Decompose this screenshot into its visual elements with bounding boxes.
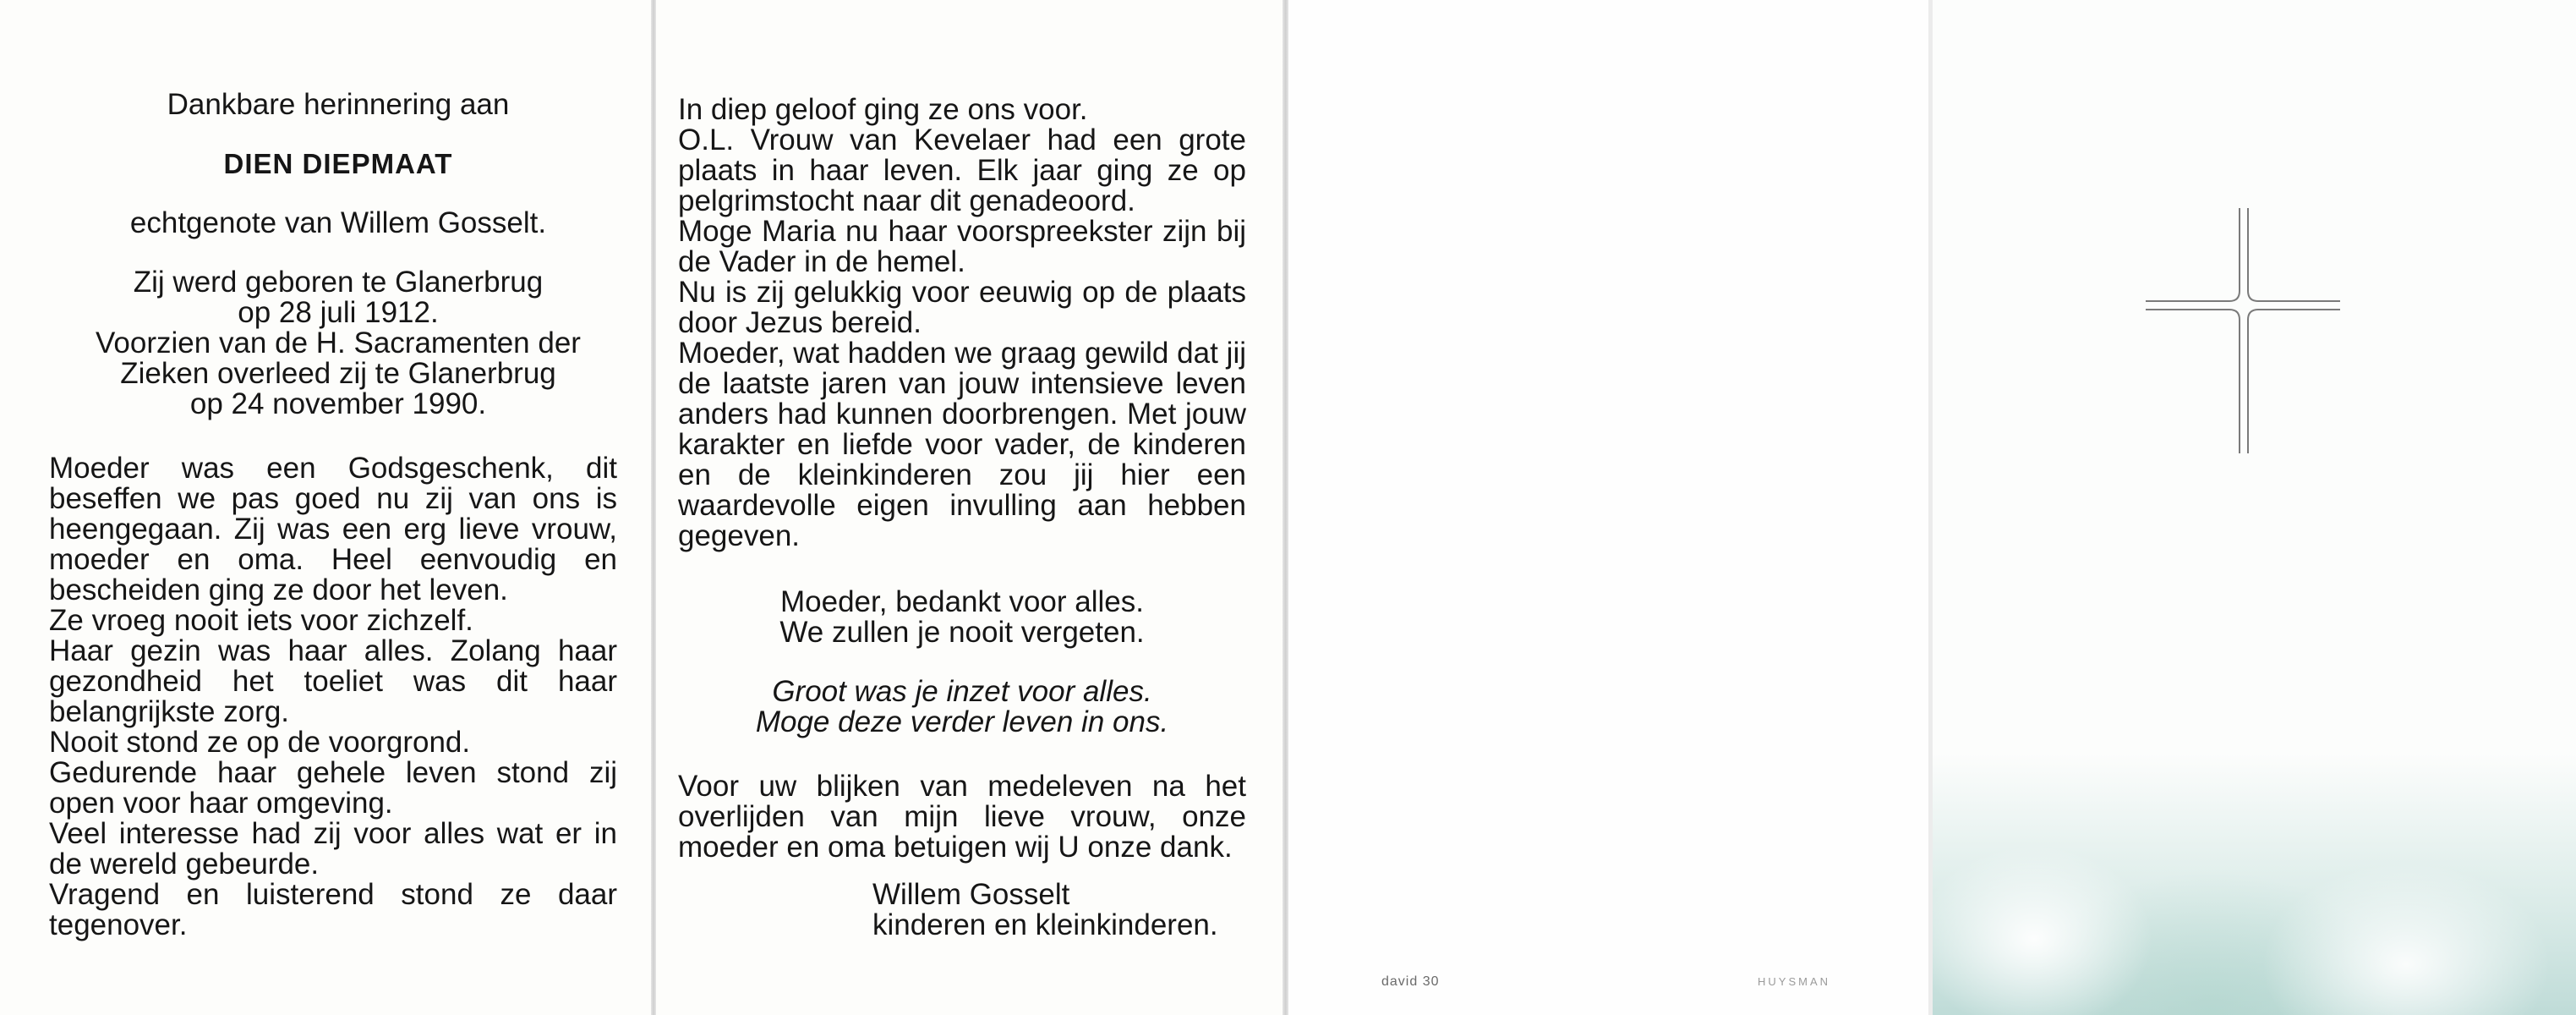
publisher-mark: HUYSMAN — [1758, 975, 1831, 988]
paragraph: Moge Maria nu haar voorspreekster zijn bij de Vader in de hemel. — [678, 215, 1246, 278]
card-cover — [1933, 0, 2576, 1015]
intro-text: Dankbare herinnering aan — [167, 88, 510, 121]
birth-death-block — [85, 267, 592, 420]
cross-icon — [2146, 208, 2340, 453]
italic-block — [678, 677, 1246, 738]
signature-block — [872, 880, 1261, 941]
card-gap — [1283, 0, 1288, 1015]
thanks-line: Moeder, bedankt voor alles. — [780, 585, 1144, 618]
paragraph: Veel interesse had zij voor alles wat er in de wereld gebeurde. — [49, 817, 617, 881]
deceased-name: DIEN DIEPMAAT — [223, 148, 453, 179]
thanks-block — [678, 587, 1246, 648]
card-back-inner — [1288, 0, 1928, 1015]
paragraph: Gedurende haar gehele leven stond zij open voor haar omgeving. — [49, 756, 617, 820]
gratitude-text: Voor uw blijken van medeleven na het overlijden van mijn lieve vrouw, onze moeder en oma betuigen wij U onze dank. — [678, 770, 1246, 864]
birth-line: Zij werd geboren te Glanerbrug — [133, 266, 544, 299]
signature-line: kinderen en kleinkinderen. — [872, 908, 1218, 941]
signature-line: Willem Gosselt — [872, 878, 1070, 911]
paragraph: Moeder was een Godsgeschenk, dit beseffen we pas goed nu zij van ons is heengegaan. Zij was een erg lieve vrouw, moeder en oma. Heel eenvoudig en bescheiden ging ze door het leven. — [49, 452, 617, 606]
paragraph: Nu is zij gelukkig voor eeuwig op de plaats door Jezus bereid. — [678, 276, 1246, 339]
birth-line: op 24 november 1990. — [189, 387, 487, 420]
thanks-line: We zullen je nooit vergeten. — [779, 616, 1145, 649]
paragraph: In diep geloof ging ze ons voor. — [678, 93, 1088, 126]
italic-line: Groot was je inzet voor alles. — [772, 675, 1152, 708]
flower-illustration — [1933, 753, 2576, 1015]
spouse-line: echtgenote van Willem Gosselt. — [129, 206, 547, 239]
paragraph: Moeder, wat hadden we graag gewild dat jij de laatste jaren van jouw intensieve leven anders had kunnen doorbrengen. Met jouw karakter en liefde voor vader, de kinderen en de kleinkinderen zou jij hier een waardevolle eigen invulling aan hebben gegeven. — [678, 337, 1246, 552]
paragraph: Ze vroeg nooit iets voor zichzelf. — [49, 604, 473, 637]
italic-line: Moge deze verder leven in ons. — [755, 705, 1169, 738]
birth-line: Voorzien van de H. Sacramenten der — [96, 326, 581, 359]
printer-code: david 30 — [1381, 974, 1440, 989]
paragraph: Vragend en luisterend stond ze daar tegenover. — [49, 878, 617, 941]
card-page-right — [656, 0, 1283, 1015]
paragraph: Haar gezin was haar alles. Zolang haar gezondheid het toeliet was dit haar belangrijkste zorg. — [49, 634, 617, 728]
birth-line: op 28 juli 1912. — [238, 296, 439, 329]
paragraph: Nooit stond ze op de voorgrond. — [49, 726, 471, 759]
paragraph: O.L. Vrouw van Kevelaer had een grote plaats in haar leven. Elk jaar ging ze op pelgrimstocht naar dit genadeoord. — [678, 123, 1246, 217]
memorial-text-left — [49, 453, 617, 941]
header-block — [85, 90, 592, 420]
card-page-left — [0, 0, 651, 1015]
birth-line: Zieken overleed zij te Glanerbrug — [120, 357, 556, 390]
memorial-text-right — [678, 95, 1246, 551]
